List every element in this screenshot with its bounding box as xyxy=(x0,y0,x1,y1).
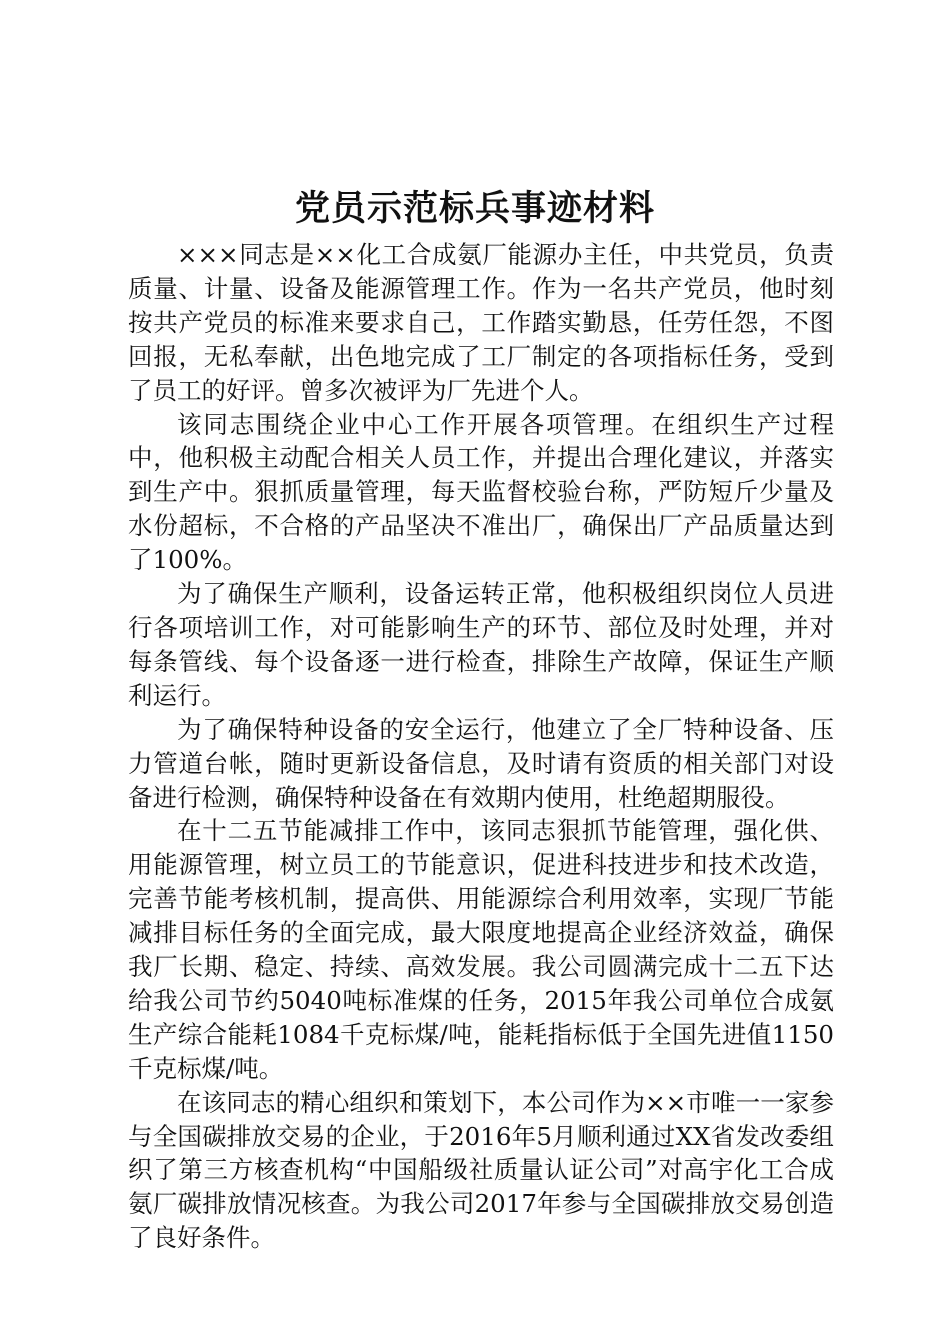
document-title: 党员示范标兵事迹材料 xyxy=(294,189,655,229)
paragraph-1: ×××同志是××化工合成氨厂能源办主任，中共党员，负责质量、计量、设备及能源管理工作。作为一名共产党员，他时刻按共产党员的标准来要求自己，工作踏实勤恳，任劳任怨，不图回报，无私奉献，出色地完成了工厂制定的各项指标任务，受到了员工的好评。曾多次被评为厂先进个人。 xyxy=(128,240,834,405)
paragraph-3: 为了确保生产顺利，设备运转正常，他积极组织岗位人员进行各项培训工作，对可能影响生产的环节、部位及时处理，并对每条管线、每个设备逐一进行检查，排除生产故障，保证生产顺利运行。 xyxy=(128,579,834,710)
paragraph-5: 在十二五节能减排工作中，该同志狠抓节能管理，强化供、用能源管理，树立员工的节能意识，促进科技进步和技术改造，完善节能考核机制，提高供、用能源综合利用效率，实现厂节能减排目标任务的全面完成，最大限度地提高企业经济效益，确保我厂长期、稳定、持续、高效发展。我公司圆满完成十二五下达给我公司节约5040吨标准煤的任务，2015年我公司单位合成氨生产综合能耗1084千克标煤/吨，能耗指标低于全国先进值1150千克标煤/吨。 xyxy=(128,816,834,1083)
paragraph-2: 该同志围绕企业中心工作开展各项管理。在组织生产过程中，他积极主动配合相关人员工作，并提出合理化建议，并落实到生产中。狠抓质量管理，每天监督校验台称，严防短斤少量及水份超标，不合格的产品坚决不准出厂，确保出厂产品质量达到了100%。 xyxy=(128,409,834,575)
document-body xyxy=(128,238,834,1255)
paragraph-4: 为了确保特种设备的安全运行，他建立了全厂特种设备、压力管道台帐，随时更新设备信息，及时请有资质的相关部门对设备进行检测，确保特种设备在有效期内使用，杜绝超期服役。 xyxy=(128,714,834,812)
paragraph-6: 在该同志的精心组织和策划下，本公司作为××市唯一一家参与全国碳排放交易的企业，于2016年5月顺利通过XX省发改委组织了第三方核查机构“中国船级社质量认证公司”对高宇化工合成氨厂碳排放情况核查。为我公司2017年参与全国碳排放交易创造了良好条件。 xyxy=(128,1087,834,1253)
